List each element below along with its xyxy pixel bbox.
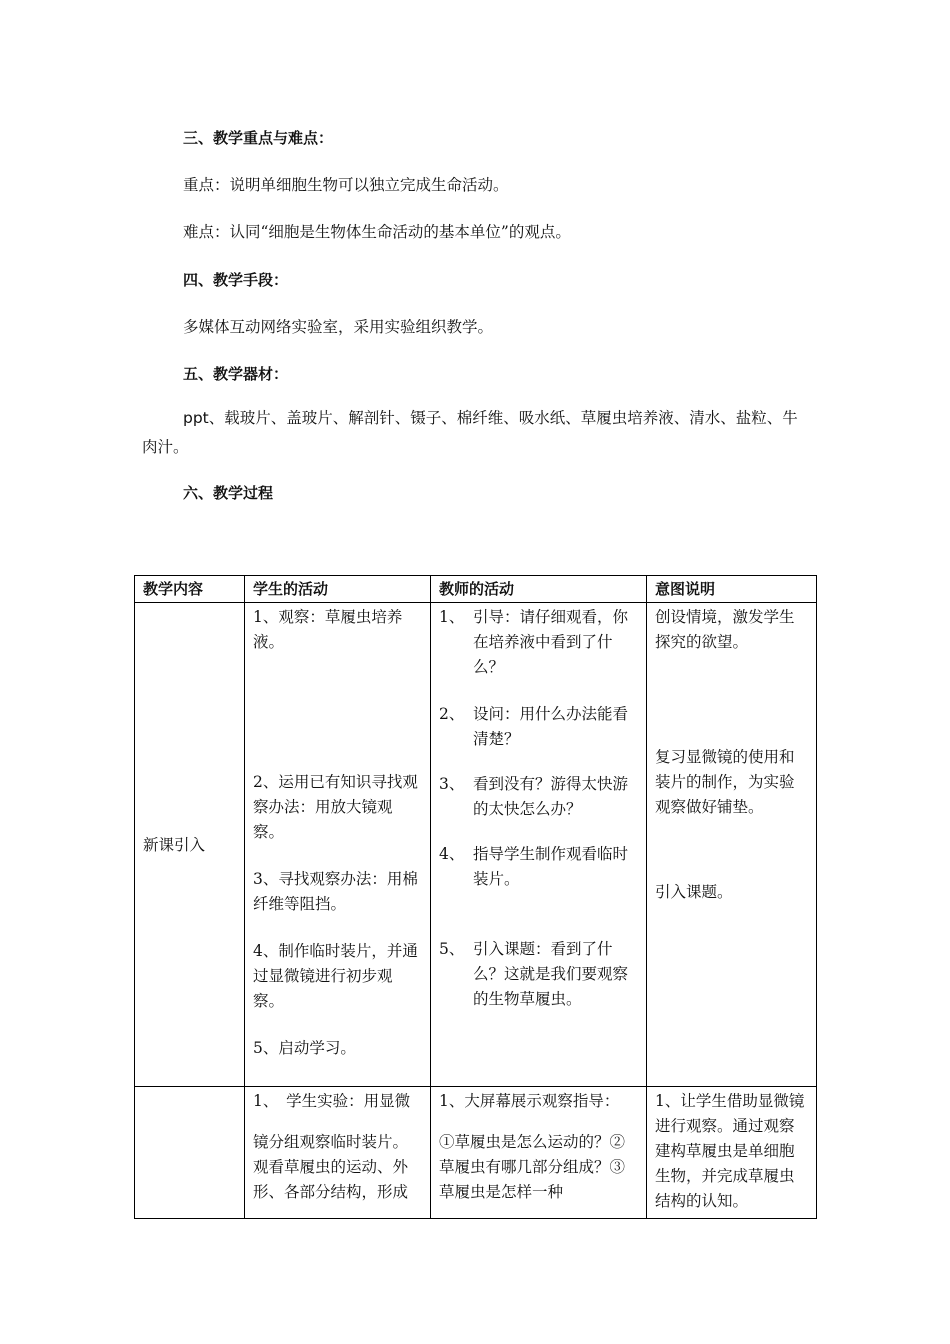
row1-teacher (431, 603, 647, 1087)
lesson-process-table (134, 575, 817, 1219)
table-header-row (135, 576, 817, 603)
teacher-step-3-text: 看到没有？游得太快游的太快怎么办？ (473, 775, 629, 818)
row2-student (245, 1087, 431, 1219)
student-step-2: 2、运用已有知识寻找观察办法：用放大镜观察。 (253, 773, 418, 841)
row1-intent (647, 603, 817, 1087)
equipment-ppt: ppt (183, 409, 209, 427)
intent-2: 复习显微镜的使用和装片的制作，为实验观察做好铺垫。 (655, 748, 795, 816)
header-teacher: 教师的活动 (431, 576, 647, 603)
row2-intent-text: 1、让学生借助显微镜进行观察。通过观察建构草履虫是单细胞生物，并完成草履虫结构的认知。 (655, 1092, 805, 1210)
teacher-step-1 (439, 605, 638, 680)
teacher-step-2-text: 设问：用什么办法能看清楚？ (473, 705, 629, 748)
teacher-step-3 (439, 772, 638, 822)
teacher-step-4-text: 指导学生制作观看临时装片。 (473, 845, 629, 888)
teacher-step-3-num: 3、 (439, 775, 465, 793)
student-step-3: 3、寻找观察办法：用棉纤维等阻挡。 (253, 870, 418, 913)
header-content: 教学内容 (135, 576, 245, 603)
process-heading: 六、教学过程 (183, 484, 274, 502)
teacher-step-1-text: 引导：请仔细观看，你在培养液中看到了什么？ (473, 608, 629, 676)
header-student: 学生的活动 (245, 576, 431, 603)
intent-3: 引入课题。 (655, 883, 733, 901)
header-intent: 意图说明 (647, 576, 817, 603)
table-row (135, 1087, 817, 1219)
row1-student (245, 603, 431, 1087)
row2-teacher-rest: ①草履虫是怎么运动的？②草履虫有哪几部分组成？③草履虫是怎样一种 (439, 1133, 626, 1201)
teacher-step-5 (439, 937, 638, 1012)
teacher-step-4-num: 4、 (439, 845, 465, 863)
teacher-step-5-num: 5、 (439, 940, 465, 958)
equipment-text: 、载玻片、盖玻片、解剖针、镊子、棉纤维、吸水纸、草履虫培养液、清水、盐粒、牛肉汁。 (142, 409, 798, 456)
row1-content-text: 新课引入 (143, 836, 206, 854)
equipment-heading: 五、教学器材： (183, 365, 289, 383)
row2-teacher-first: 1、大屏幕展示观察指导： (439, 1092, 620, 1110)
teacher-step-5-text: 引入课题：看到了什么？这就是我们要观察的生物草履虫。 (473, 940, 629, 1008)
difficult-point-text: 难点：认同“细胞是生物体生命活动的基本单位”的观点。 (183, 223, 571, 241)
student-step-5: 5、启动学习。 (253, 1039, 356, 1057)
means-heading: 四、教学手段： (183, 271, 289, 289)
row1-content (135, 603, 245, 1087)
teacher-step-4 (439, 842, 638, 892)
table-row (135, 603, 817, 1087)
teacher-step-2 (439, 702, 638, 752)
teacher-step-1-num: 1、 (439, 608, 465, 626)
row2-content (135, 1087, 245, 1219)
student-step-1: 1、观察：草履虫培养液。 (253, 608, 403, 651)
row2-teacher (431, 1087, 647, 1219)
row2-student-first: 1、 学生实验：用显微 (253, 1092, 411, 1110)
row2-intent (647, 1087, 817, 1219)
key-points-heading: 三、教学重点与难点： (183, 129, 334, 147)
student-step-4: 4、制作临时装片，并通过显微镜进行初步观察。 (253, 942, 418, 1010)
row2-student-rest: 镜分组观察临时装片。观看草履虫的运动、外形、各部分结构，形成 (253, 1133, 409, 1201)
equipment-paragraph (142, 404, 812, 462)
means-text: 多媒体互动网络实验室，采用实验组织教学。 (183, 318, 494, 336)
teacher-step-2-num: 2、 (439, 705, 465, 723)
intent-1: 创设情境，激发学生探究的欲望。 (655, 608, 795, 651)
key-point-text: 重点：说明单细胞生物可以独立完成生命活动。 (183, 176, 509, 194)
